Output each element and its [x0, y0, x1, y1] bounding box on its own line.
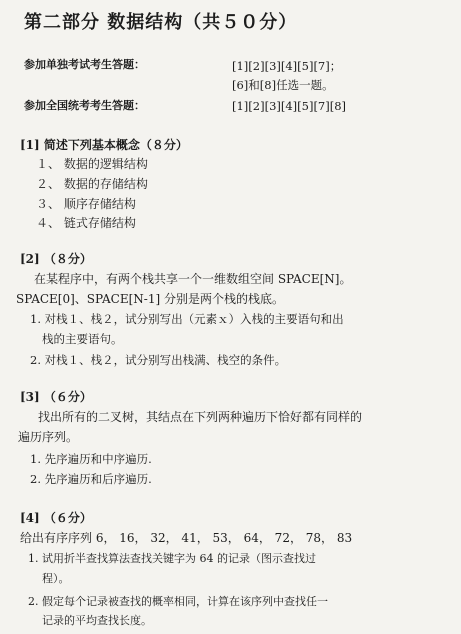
independent-exam-label: 参加单独考试考生答题： — [24, 58, 145, 71]
question-4-heading: [4] （６分） — [20, 511, 92, 525]
question-4-text: 给出有序序列 6， 16， 32， 41， 53， 64， 72， 78， 83 — [20, 531, 353, 545]
national-exam-label: 参加全国统考考生答题： — [24, 99, 145, 112]
question-4-item: 1. 试用折半查找算法查找关键字为 64 的记录（图示查找过 — [28, 552, 316, 565]
question-1-item: ２、 数据的存储结构 — [36, 177, 148, 191]
section-title: 第二部分 数据结构（共５０分） — [24, 12, 298, 33]
question-3-text: 遍历序列。 — [18, 430, 79, 444]
question-3-item: 1. 先序遍历和中序遍历. — [30, 452, 152, 466]
question-2-heading: [2] （８分） — [20, 252, 92, 266]
question-3-heading: [3] （６分） — [20, 390, 92, 404]
question-2-text: 在某程序中，有两个栈共享一个一维数组空间 SPACE[N]。 — [34, 272, 352, 286]
question-1-item: １、 数据的逻辑结构 — [36, 157, 148, 171]
question-4-item: 记录的平均查找长度。 — [42, 614, 152, 627]
question-2-item: 栈的主要语句。 — [42, 332, 123, 346]
question-4-item: 2. 假定每个记录被查找的概率相同，计算在该序列中查找任一 — [28, 595, 328, 608]
independent-exam-questions: [1][2][3][4][5][7]； — [232, 59, 342, 73]
question-2-item: 2. 对栈１、栈２，试分别写出栈满、栈空的条件。 — [30, 353, 287, 367]
independent-exam-choice: [6]和[8]任选一题。 — [232, 78, 334, 92]
question-3-text: 找出所有的二叉树，其结点在下列两种遍历下恰好都有同样的 — [38, 410, 363, 424]
question-2-text: SPACE[0]、SPACE[N-1] 分别是两个栈的栈底。 — [16, 292, 284, 306]
question-1-item: ４、 链式存储结构 — [36, 216, 136, 230]
question-3-item: 2. 先序遍历和后序遍历. — [30, 472, 152, 486]
national-exam-questions: [1][2][3][4][5][7][8] — [232, 99, 347, 113]
question-1-item: ３、 顺序存储结构 — [36, 197, 136, 211]
question-2-item: 1. 对栈１、栈２，试分别写出（元素ｘ）入栈的主要语句和出 — [30, 312, 344, 326]
question-4-item: 程）。 — [42, 572, 70, 585]
question-1-heading: [1] 简述下列基本概念（８分） — [20, 138, 188, 152]
